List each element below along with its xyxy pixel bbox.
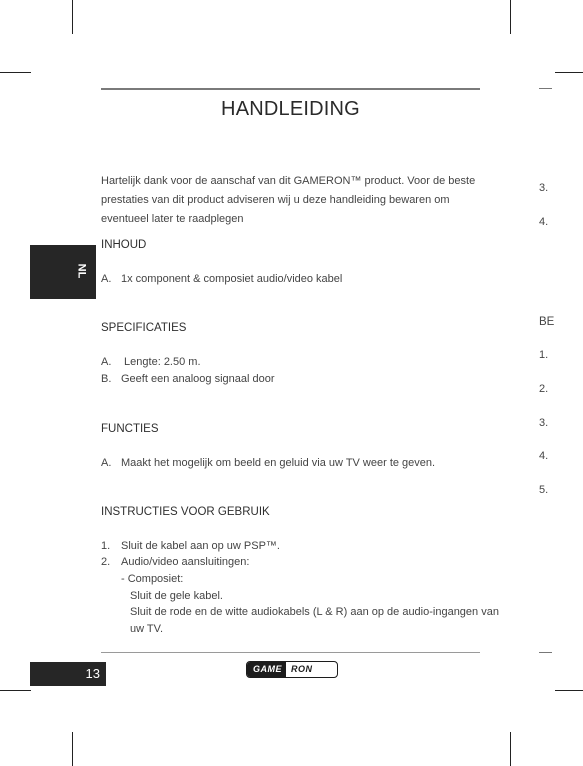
right-page-number: 3. <box>539 182 549 194</box>
list-item <box>101 373 275 385</box>
sub-line: uw TV. <box>130 623 164 635</box>
sub-line: Sluit de rode en de witte audiokabels (L & R) aan op de audio-ingangen van <box>130 606 499 618</box>
list-item <box>101 556 249 568</box>
list-item-text: Geeft een analoog signaal door <box>121 373 275 385</box>
list-item-marker: A. <box>101 273 112 285</box>
crop-mark <box>555 690 583 691</box>
footer-rule <box>101 652 480 653</box>
crop-mark <box>510 732 511 766</box>
section-heading-specificaties: SPECIFICATIES <box>101 322 187 334</box>
crop-mark <box>0 72 31 73</box>
logo-text-left: GAME <box>247 662 286 677</box>
right-page-heading: BE <box>539 316 555 328</box>
list-item-text: Audio/video aansluitingen: <box>121 556 250 568</box>
list-item <box>101 273 342 285</box>
sub-label: - Composiet: <box>121 573 184 585</box>
list-item-marker: 1. <box>101 540 111 552</box>
gameron-logo <box>246 661 338 678</box>
list-item-marker: B. <box>101 373 112 385</box>
language-tab <box>30 245 96 299</box>
list-item <box>101 540 280 552</box>
sub-line: Sluit de gele kabel. <box>130 590 223 602</box>
right-page-number: 4. <box>539 450 549 462</box>
list-item-text: Sluit de kabel aan op uw PSP™. <box>121 540 280 552</box>
section-heading-instructies: INSTRUCTIES VOOR GEBRUIK <box>101 506 270 518</box>
page-number-tab <box>30 662 106 686</box>
list-item <box>101 457 435 469</box>
right-page-number: 2. <box>539 383 549 395</box>
list-item-text: Lengte: 2.50 m. <box>121 356 201 368</box>
crop-mark <box>510 0 511 34</box>
list-item <box>101 356 201 368</box>
list-item-marker: A. <box>101 356 112 368</box>
page-title: HANDLEIDING <box>221 98 360 120</box>
right-page-rule <box>539 652 552 653</box>
language-tab-label: NL <box>75 263 88 279</box>
list-item-text: 1x component & composiet audio/video kabel <box>121 273 343 285</box>
right-page-number: 5. <box>539 484 549 496</box>
right-page-number: 1. <box>539 349 549 361</box>
crop-mark <box>72 0 73 34</box>
logo-text-right: RON <box>291 664 313 674</box>
list-item-text: Maakt het mogelijk om beeld en geluid via uw TV weer te geven. <box>121 457 436 469</box>
crop-mark <box>72 732 73 766</box>
crop-mark <box>0 690 31 691</box>
crop-mark <box>555 72 583 73</box>
section-heading-functies: FUNCTIES <box>101 423 159 435</box>
intro-paragraph: Hartelijk dank voor de aanschaf van dit GAMERON™ product. Voor de beste prestaties van dit product adviseren wij u deze handleiding bewaren om eventueel later te raadplegen <box>101 175 476 225</box>
list-item-marker: 2. <box>101 556 111 568</box>
section-heading-inhoud: INHOUD <box>101 239 147 251</box>
right-page-rule <box>539 88 552 89</box>
right-page-number: 3. <box>539 417 549 429</box>
page-number: 13 <box>85 666 100 681</box>
header-rule <box>101 88 480 90</box>
right-page-number: 4. <box>539 216 549 228</box>
list-item-marker: A. <box>101 457 112 469</box>
